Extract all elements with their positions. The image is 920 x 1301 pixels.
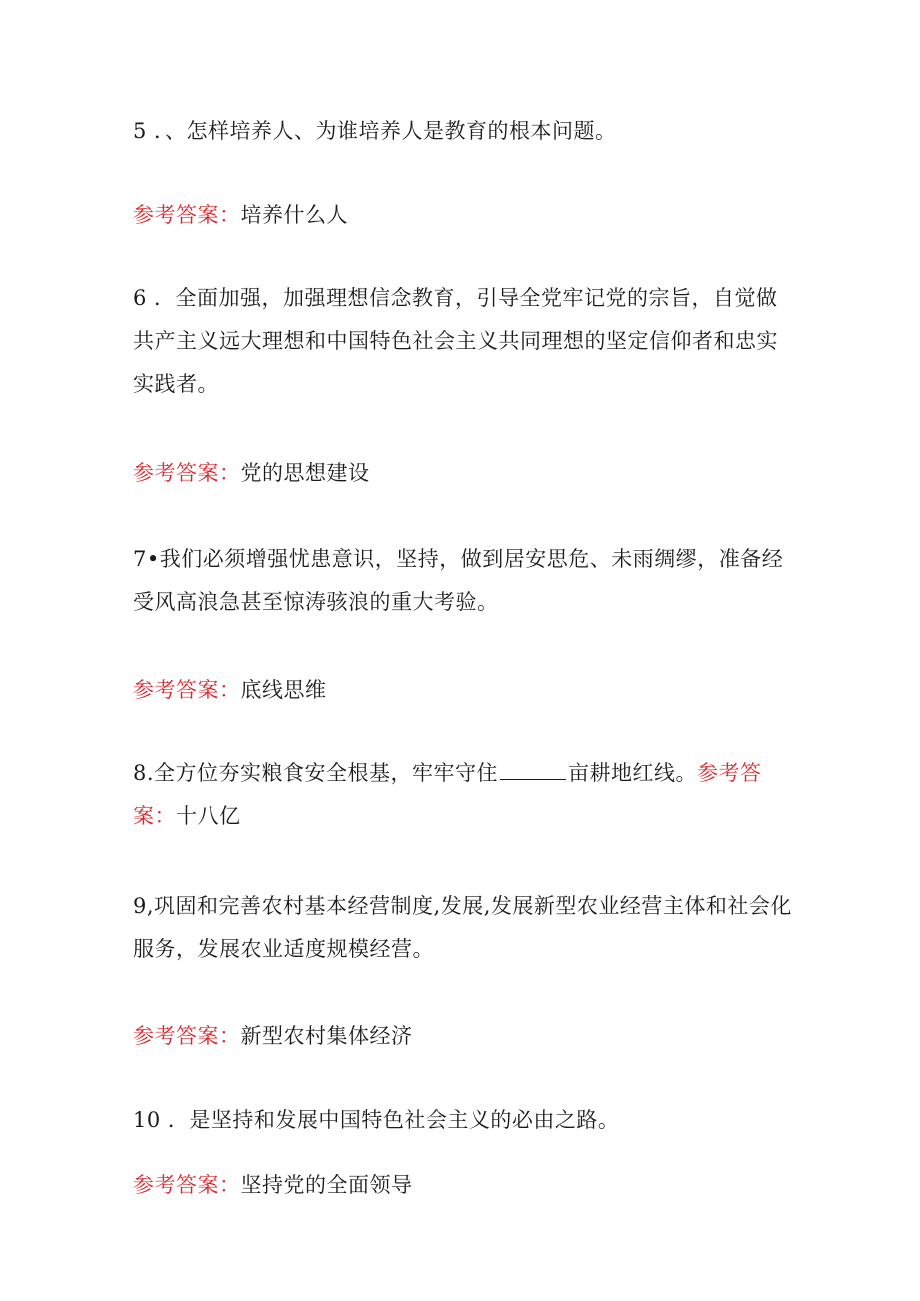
question-text: 6 ．全面加强，加强理想信念教育，引导全党牢记党的宗旨，自觉做共产主义远大理想和中国特色社会主义共同理想的坚定信仰者和忠实实践者。 [133,286,778,396]
question-text: 5 ．、怎样培养人、为谁培养人是教育的根本问题。 [133,119,617,143]
answer-label: 参考答案： [133,203,241,227]
question-5 [133,110,793,153]
answer-label: 参考答案： [133,461,241,485]
answer-value: 底线思维 [240,678,327,702]
answer-value: 培养什么人 [240,203,348,227]
question-7 [133,538,793,624]
answer-label: 参考答案： [133,1173,241,1197]
answer-value: 坚持党的全面领导 [240,1173,413,1197]
answer-label: 参考答案： [133,761,762,828]
fill-in-blank [500,759,566,780]
question-text-before: 8.全方位夯实粮食安全根基，牢牢守住 [133,761,499,785]
question-text: 7•我们必须增强忧患意识，坚持，做到居安思危、未雨绸缪，准备经受风高浪急甚至惊涛骇浪的重大考验。 [133,547,784,614]
answer-value: 十八亿 [176,804,241,828]
answer-10 [133,1164,793,1207]
question-text: 9,巩固和完善农村基本经营制度,发展,发展新型农业经营主体和社会化服务，发展农业适度规模经营。 [133,894,792,961]
question-9 [133,885,793,971]
question-text-after: 亩耕地红线。 [568,761,698,785]
answer-7 [133,669,793,712]
answer-label: 参考答案： [133,1024,241,1048]
answer-9 [133,1015,793,1058]
answer-5 [133,194,793,237]
question-text: 10 ．是坚持和发展中国特色社会主义的必由之路。 [133,1108,620,1132]
answer-6 [133,452,793,495]
question-10 [133,1099,793,1142]
question-6 [133,277,793,406]
answer-label: 参考答案： [133,678,241,702]
answer-value: 新型农村集体经济 [240,1024,413,1048]
answer-value: 党的思想建设 [240,461,370,485]
question-8 [133,752,793,838]
